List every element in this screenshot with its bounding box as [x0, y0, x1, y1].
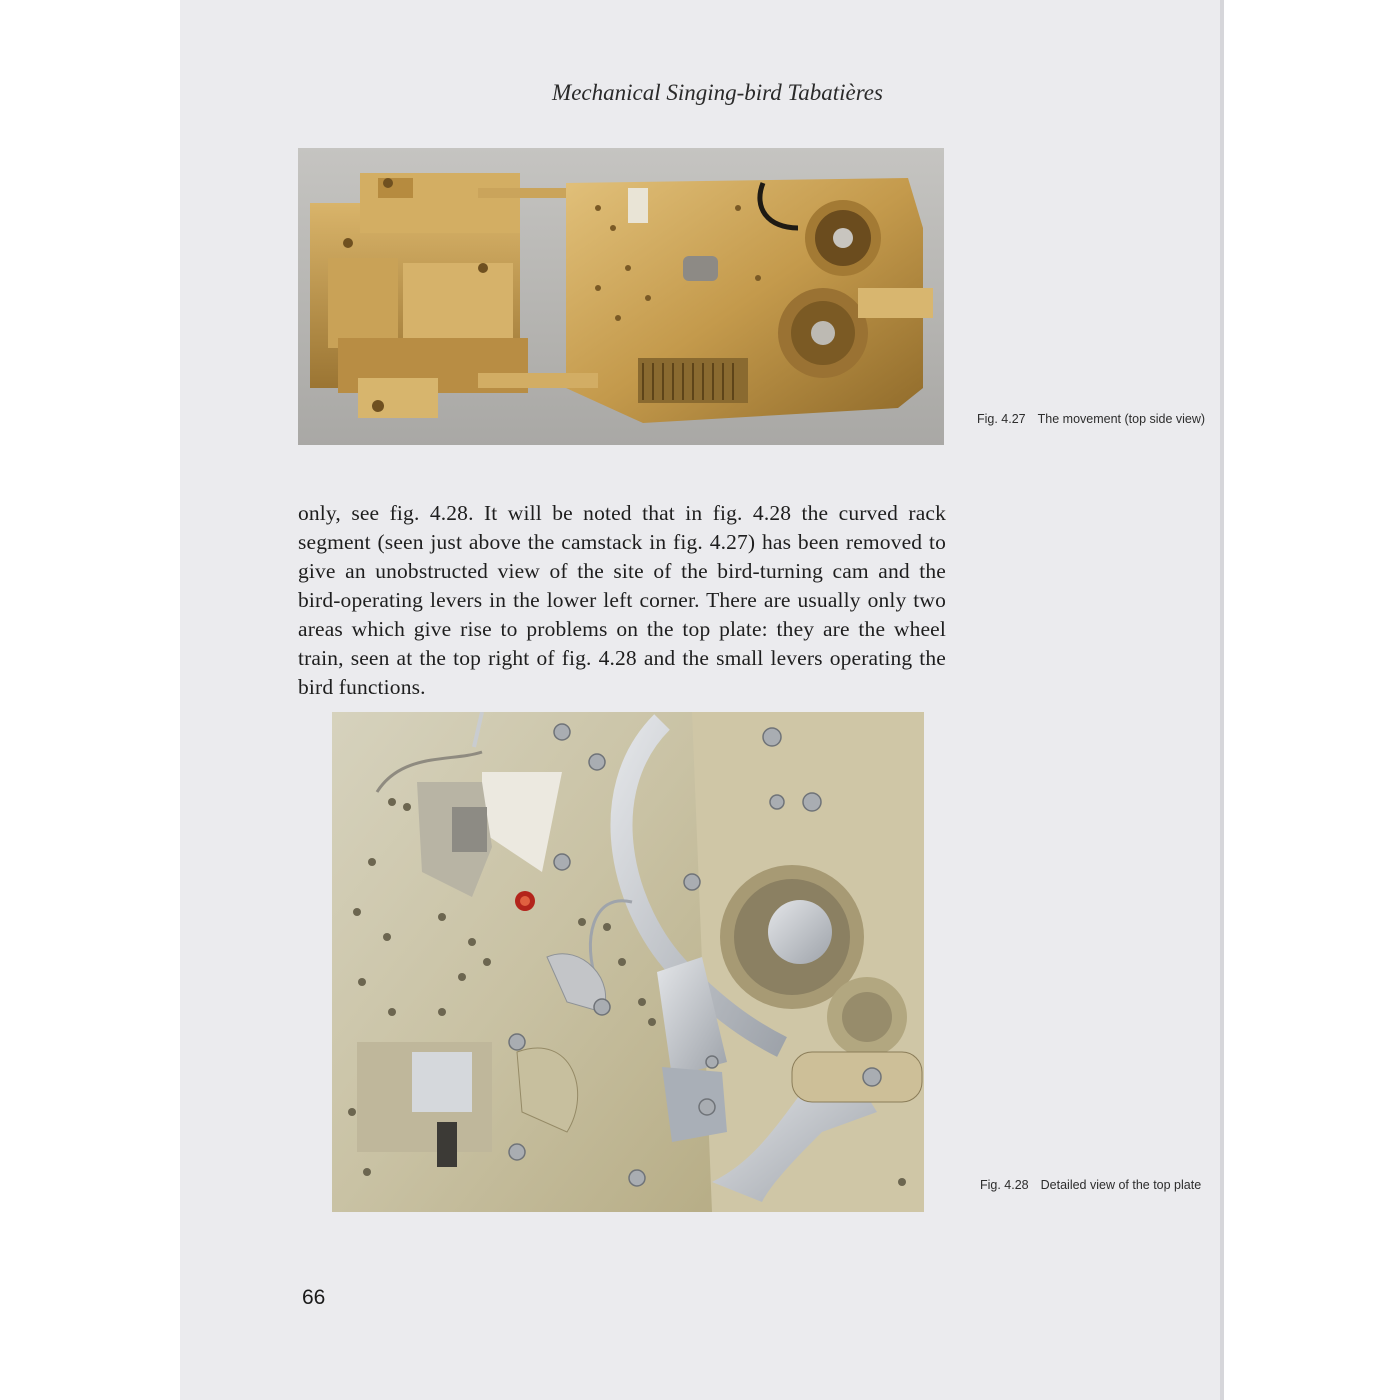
top-plate-detail-photo: [332, 712, 924, 1212]
page-edge: [1220, 0, 1224, 1400]
figure-number: Fig. 4.28: [980, 1178, 1029, 1192]
running-head: Mechanical Singing-bird Tabatières: [552, 80, 883, 105]
movement-illustration: [298, 148, 944, 445]
figure-number: Fig. 4.27: [977, 412, 1026, 426]
movement-top-side-view-photo: [298, 148, 944, 445]
page-number: 66: [302, 1286, 326, 1309]
figure-caption-4-27: [977, 411, 1217, 428]
top-plate-illustration: [332, 712, 924, 1212]
figure-caption-text: Detailed view of the top plate: [1040, 1178, 1202, 1192]
book-page: [180, 0, 1220, 1400]
figure-caption-text: The movement (top side view): [1037, 412, 1206, 426]
figure-caption-4-28: [980, 1177, 1220, 1194]
body-paragraph: only, see fig. 4.28. It will be noted that in fig. 4.28 the curved rack segment (seen just above the camstack in fig. 4.27) has been removed to give an unobstructed view of the site of the bird-turning cam and the bird-operating levers in the lower left corner. There are usually only two areas which give rise to problems on the top plate: they are the wheel train, seen at the top right of fig. 4.28 and the small levers operating the bird functions.: [298, 500, 946, 699]
